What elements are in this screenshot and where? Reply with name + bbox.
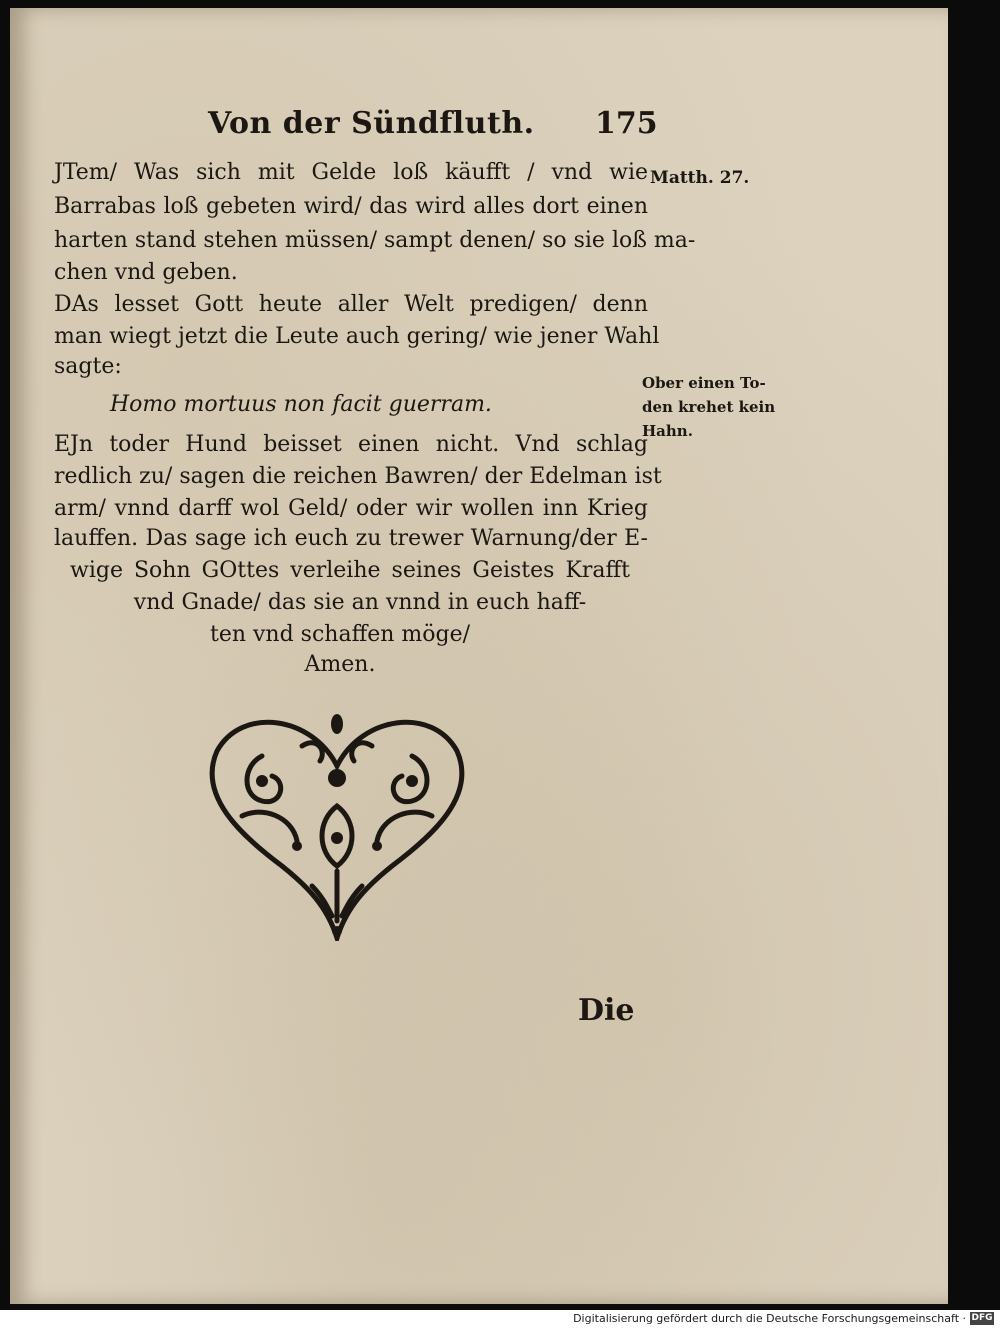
margin-note-line-1: Ober einen To- [642,374,766,392]
text-line-13: wige Sohn GOttes verleihe seines Geistes Krafft [70,558,630,583]
text-line-9: EJn toder Hund beisset einen nicht. Vnd schlag [54,432,648,457]
running-title: Von der Sündfluth. [208,106,535,141]
margin-note-matthew: Matth. 27. [650,168,750,188]
digitization-credit: Digitalisierung gefördert durch die Deutsche Forschungsgemeinschaft · [573,1312,966,1325]
text-line-6: man wiegt jetzt die Leute auch gering/ wie jener Wahl [54,324,660,349]
catchword: Die [578,993,635,1028]
text-line-12: lauffen. Das sage ich euch zu trewer Warnung/der E- [54,526,648,551]
text-line-10: redlich zu/ sagen die reichen Bawren/ der Edelman ist [54,464,662,489]
margin-note-line-2: den krehet kein [642,398,776,416]
text-line-16: Amen. [304,652,376,677]
margin-note-line-3: Hahn. [642,422,693,440]
text-line-1: JTem/ Was sich mit Gelde loß käufft / vnd wie [54,160,648,185]
dfg-logo: DFG [971,1313,993,1323]
text-line-14: vnd Gnade/ das sie an vnnd in euch haff- [133,590,587,615]
text-line-7: sagte: [54,354,122,379]
text-line-4: chen vnd geben. [54,260,238,285]
text-line-5: DAs lesset Gott heute aller Welt predigen/ denn [54,292,648,317]
text-line-2: Barrabas loß gebeten wird/ das wird alles dort einen [54,194,648,219]
latin-quote: Homo mortuus non facit guerram. [110,392,492,417]
text-line-15: ten vnd schaffen möge/ [209,622,471,647]
text-line-11: arm/ vnnd darff wol Geld/ oder wir wollen inn Krieg [54,496,648,521]
text-line-3: harten stand stehen müssen/ sampt denen/ so sie loß ma- [54,228,696,253]
book-page [10,8,948,1304]
heart-ornament-icon [202,706,472,941]
page-number: 175 [595,106,658,141]
